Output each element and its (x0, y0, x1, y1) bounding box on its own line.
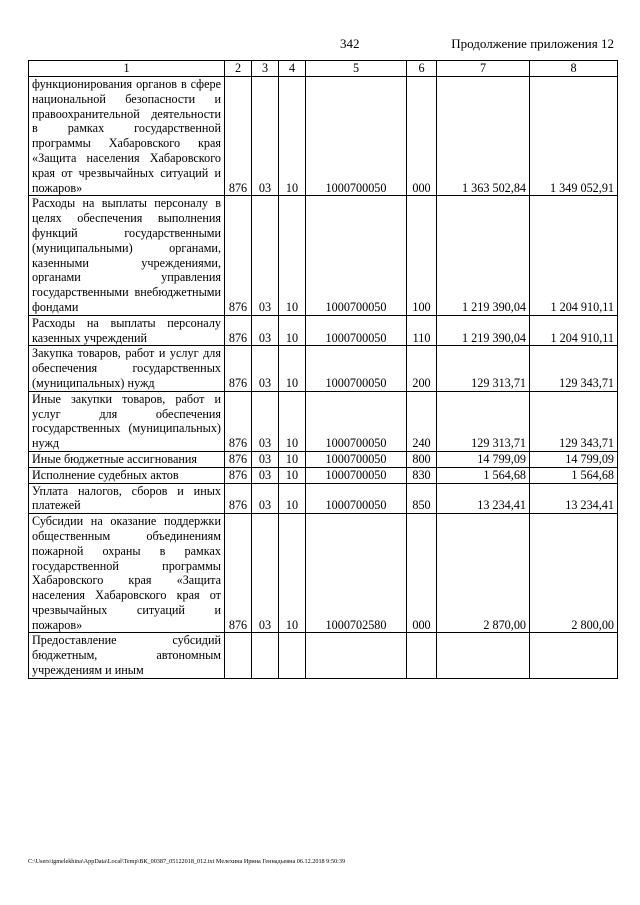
row-description: Иные закупки товаров, работ и услуг для обеспечения государственных (муниципальных) нужд (29, 391, 225, 451)
column-header: 2 (225, 61, 252, 77)
cell-amount-7: 1 564,68 (437, 467, 530, 483)
cell-admin-code: 876 (225, 514, 252, 633)
page-header (0, 36, 640, 56)
row-description: Расходы на выплаты персоналу в целях обеспечения выполнения функций государственными (муниципальными) органами, казенными учреждениями, органами управления государственными внебюджетными фондами (29, 196, 225, 315)
cell-amount-8: 2 800,00 (530, 514, 618, 633)
cell-target-article: 1000700050 (306, 391, 407, 451)
cell-section: 03 (252, 483, 279, 514)
cell-expense-type: 850 (407, 483, 437, 514)
cell-admin-code: 876 (225, 315, 252, 346)
cell-subsection: 10 (279, 196, 306, 315)
cell-subsection: 10 (279, 391, 306, 451)
table-row (29, 346, 618, 391)
cell-subsection: 10 (279, 483, 306, 514)
cell-expense-type: 830 (407, 467, 437, 483)
cell-admin-code: 876 (225, 391, 252, 451)
budget-table (28, 60, 618, 679)
cell-amount-7: 1 363 502,84 (437, 77, 530, 196)
cell-amount-8 (530, 633, 618, 678)
cell-amount-8: 14 799,09 (530, 451, 618, 467)
cell-section: 03 (252, 196, 279, 315)
cell-target-article (306, 633, 407, 678)
cell-section: 03 (252, 346, 279, 391)
row-description: функционирования органов в сфере национальной безопасности и правоохранительной деятельности в рамках государственной программы Хабаровского края «Защита населения Хабаровского края от чрезвычайных ситуаций и пожаров» (29, 77, 225, 196)
cell-section: 03 (252, 315, 279, 346)
continuation-title: Продолжение приложения 12 (451, 36, 614, 51)
cell-amount-7: 1 219 390,04 (437, 196, 530, 315)
row-description: Субсидии на оказание поддержки общественным объединениям пожарной охраны в рамках государственной программы Хабаровского края «Защита населения Хабаровского края от чрезвычайных ситуаций и пожаров» (29, 514, 225, 633)
cell-subsection: 10 (279, 346, 306, 391)
row-description: Предоставление субсидий бюджетным, автономным учреждениям и иным (29, 633, 225, 678)
cell-target-article: 1000700050 (306, 77, 407, 196)
cell-expense-type: 110 (407, 315, 437, 346)
cell-admin-code: 876 (225, 196, 252, 315)
cell-admin-code: 876 (225, 346, 252, 391)
file-path-footer: C:\Users\igmelekhina\AppData\Local\Temp\ВК_00387_05122018_012.txt Мелехина Ирина Геннадьевна 06.12.2018 9:50:39 (28, 858, 346, 865)
cell-target-article: 1000700050 (306, 451, 407, 467)
row-description: Закупка товаров, работ и услуг для обеспечения государственных (муниципальных) нужд (29, 346, 225, 391)
cell-admin-code: 876 (225, 451, 252, 467)
cell-amount-8: 1 204 910,11 (530, 315, 618, 346)
cell-amount-7: 129 313,71 (437, 346, 530, 391)
row-description: Расходы на выплаты персоналу казенных учреждений (29, 315, 225, 346)
cell-section: 03 (252, 391, 279, 451)
cell-amount-7: 14 799,09 (437, 451, 530, 467)
table-row (29, 196, 618, 315)
cell-target-article: 1000700050 (306, 346, 407, 391)
column-header: 4 (279, 61, 306, 77)
cell-amount-8: 1 349 052,91 (530, 77, 618, 196)
cell-amount-7: 2 870,00 (437, 514, 530, 633)
table-row (29, 483, 618, 514)
cell-expense-type (407, 633, 437, 678)
table-row (29, 451, 618, 467)
table-row (29, 467, 618, 483)
cell-admin-code: 876 (225, 77, 252, 196)
cell-admin-code: 876 (225, 467, 252, 483)
column-header: 3 (252, 61, 279, 77)
cell-section: 03 (252, 514, 279, 633)
cell-amount-7: 13 234,41 (437, 483, 530, 514)
cell-amount-8: 1 564,68 (530, 467, 618, 483)
cell-subsection: 10 (279, 467, 306, 483)
column-header: 5 (306, 61, 407, 77)
cell-amount-8: 13 234,41 (530, 483, 618, 514)
table-row (29, 315, 618, 346)
cell-amount-7: 1 219 390,04 (437, 315, 530, 346)
cell-amount-8: 129 343,71 (530, 391, 618, 451)
table-row (29, 514, 618, 633)
column-header: 1 (29, 61, 225, 77)
row-description: Уплата налогов, сборов и иных платежей (29, 483, 225, 514)
cell-subsection (279, 633, 306, 678)
cell-amount-7: 129 313,71 (437, 391, 530, 451)
cell-section: 03 (252, 77, 279, 196)
cell-section: 03 (252, 467, 279, 483)
cell-admin-code (225, 633, 252, 678)
cell-expense-type: 800 (407, 451, 437, 467)
table-row (29, 633, 618, 678)
table-row (29, 77, 618, 196)
cell-subsection: 10 (279, 451, 306, 467)
cell-expense-type: 100 (407, 196, 437, 315)
cell-amount-8: 1 204 910,11 (530, 196, 618, 315)
page-number: 342 (340, 36, 360, 51)
cell-admin-code: 876 (225, 483, 252, 514)
table-row (29, 391, 618, 451)
cell-section (252, 633, 279, 678)
cell-expense-type: 200 (407, 346, 437, 391)
cell-subsection: 10 (279, 514, 306, 633)
column-header: 6 (407, 61, 437, 77)
row-description: Иные бюджетные ассигнования (29, 451, 225, 467)
column-header: 7 (437, 61, 530, 77)
cell-section: 03 (252, 451, 279, 467)
cell-target-article: 1000700050 (306, 467, 407, 483)
header-row (29, 61, 618, 77)
row-description: Исполнение судебных актов (29, 467, 225, 483)
cell-subsection: 10 (279, 77, 306, 196)
cell-target-article: 1000702580 (306, 514, 407, 633)
cell-target-article: 1000700050 (306, 196, 407, 315)
cell-expense-type: 240 (407, 391, 437, 451)
cell-subsection: 10 (279, 315, 306, 346)
cell-amount-7 (437, 633, 530, 678)
cell-expense-type: 000 (407, 77, 437, 196)
cell-expense-type: 000 (407, 514, 437, 633)
cell-amount-8: 129 343,71 (530, 346, 618, 391)
column-header: 8 (530, 61, 618, 77)
cell-target-article: 1000700050 (306, 315, 407, 346)
cell-target-article: 1000700050 (306, 483, 407, 514)
